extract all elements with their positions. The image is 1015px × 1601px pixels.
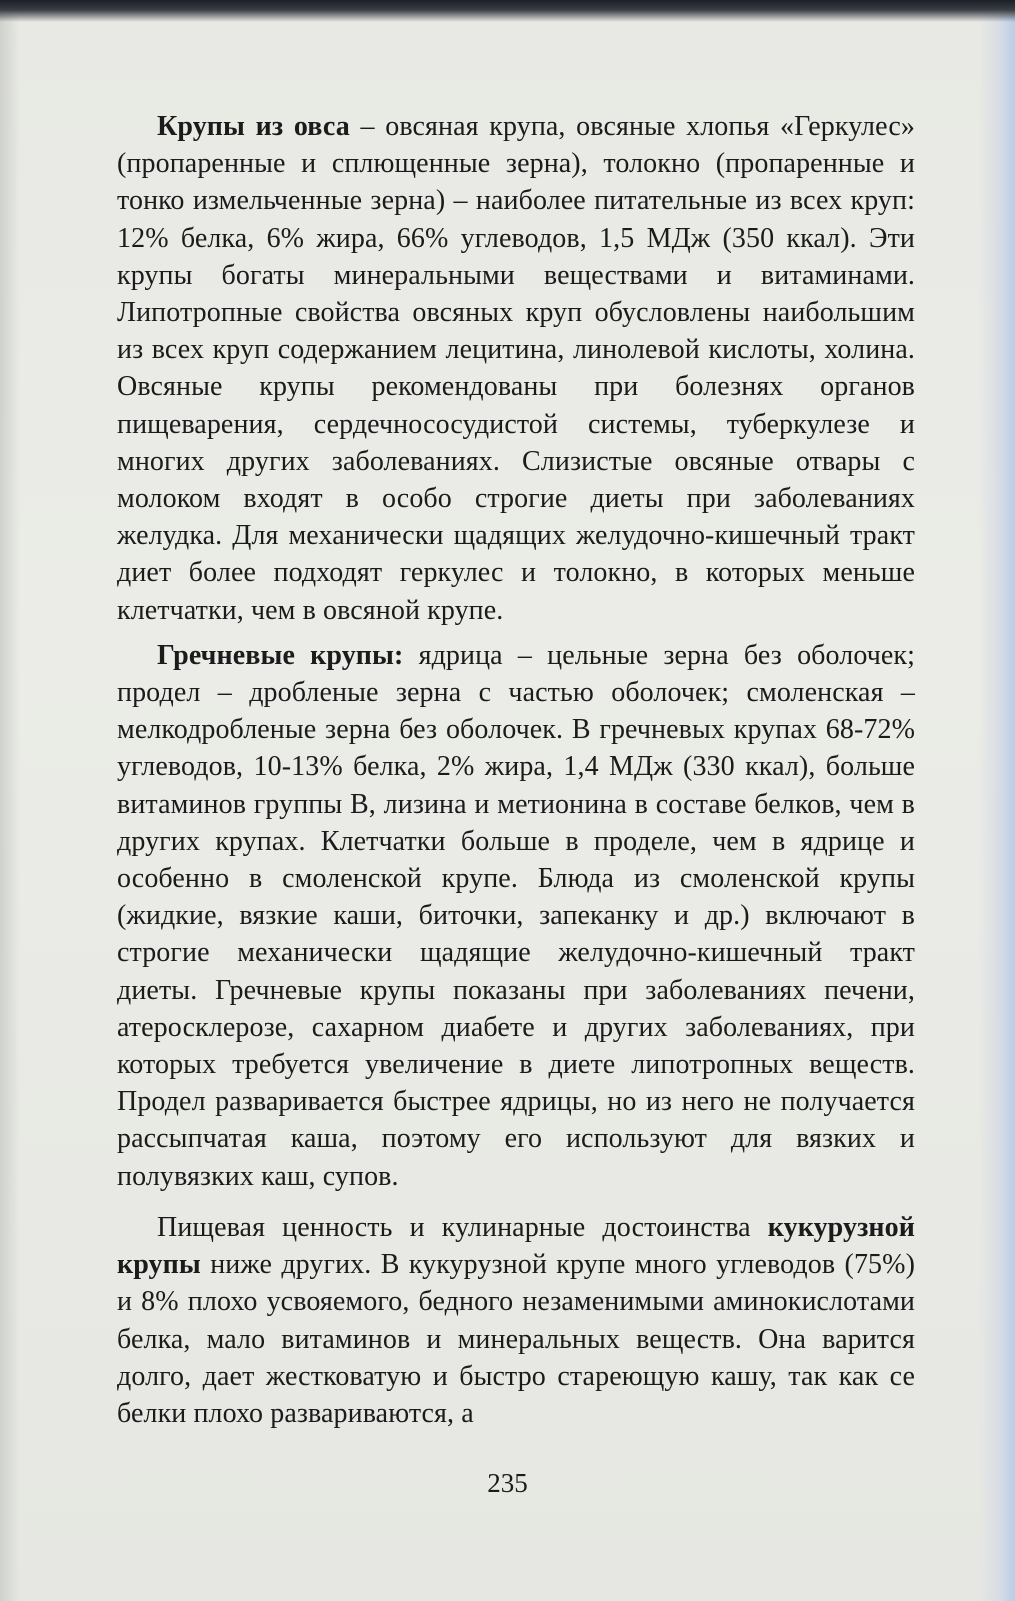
paragraph-lead-term: Гречневые крупы: <box>157 639 404 671</box>
paragraph-body: – овсяная крупа, овсяные хлопья «Геркулес» (пропаренные и сплющенные зерна), толокно (пропаренные и тонко измельченные зерна) – наиболее питательные из всех круп: 12% белка, 6% жира, 66% углеводов, 1,5 МДж (350 ккал). Эти крупы богаты минеральными веществами и витаминами. Липотропные свойства овсяных круп обусловлены наибольшим из всех круп содержанием лецитина, линолевой кислоты, холина. Овсяные крупы рекомендованы при болезнях органов пищеварения, сердечнососудистой системы, туберкулезе и многих других заболеваниях. Слизистые овсяные отвары с молоком входят в особо строгие диеты при заболеваниях желудка. Для механически щадящих желудочно-кишечный тракт диет более подходят геркулес и толокно, в которых меньше клетчатки, чем в овсяной крупе. <box>117 111 915 626</box>
page-top-shadow <box>0 0 1015 22</box>
paragraph-lead-term: Крупы из овса <box>157 111 350 142</box>
paragraph-lead-term: кукурузной крупы <box>117 1211 915 1281</box>
paragraph-buckwheat-groats <box>117 637 915 1195</box>
page-right-edge <box>979 0 1015 1601</box>
page-left-edge <box>0 0 20 1601</box>
paragraph-intro: Пищевая ценность и кулинарные достоинства <box>157 1211 768 1243</box>
body-text <box>117 108 915 1432</box>
paragraph-body: ядрица – цельные зерна без оболочек; продел – дробленые зерна с частью оболочек; смоленская – мелкодробленые зерна без оболочек. В гречневых крупах 68-72% углеводов, 10-13% белка, 2% жира, 1,4 МДж (330 ккал), больше витаминов группы В, лизина и метионина в составе белков, чем в других крупах. Клетчатки больше в проделе, чем в ядрице и особенно в смоленской крупе. Блюда из смоленской крупы (жидкие, вязкие каши, биточки, запеканку и др.) включают в строгие механически щадящие желудочно-кишечный тракт диеты. Гречневые крупы показаны при заболеваниях печени, атеросклерозе, сахарном диабете и других заболеваниях, при которых требуется увеличение в диете липотропных веществ. Продел разваривается быстрее ядрицы, но из него не получается рассыпчатая каша, поэтому его используют для вязких и полувязких каш, супов. <box>117 639 915 1192</box>
paragraph-corn-groats <box>117 1209 915 1432</box>
paragraph-oat-groats <box>117 108 915 629</box>
page-number: 235 <box>487 1468 528 1498</box>
paragraph-body: ниже других. В кукурузной крупе много углеводов (75%) и 8% плохо усвояемого, бедного незаменимыми аминокислотами белка, мало витаминов и минеральных веществ. Она варится долго, дает жестковатую и быстро стареющую кашу, так как се белки плохо развариваются, а <box>117 1249 915 1429</box>
